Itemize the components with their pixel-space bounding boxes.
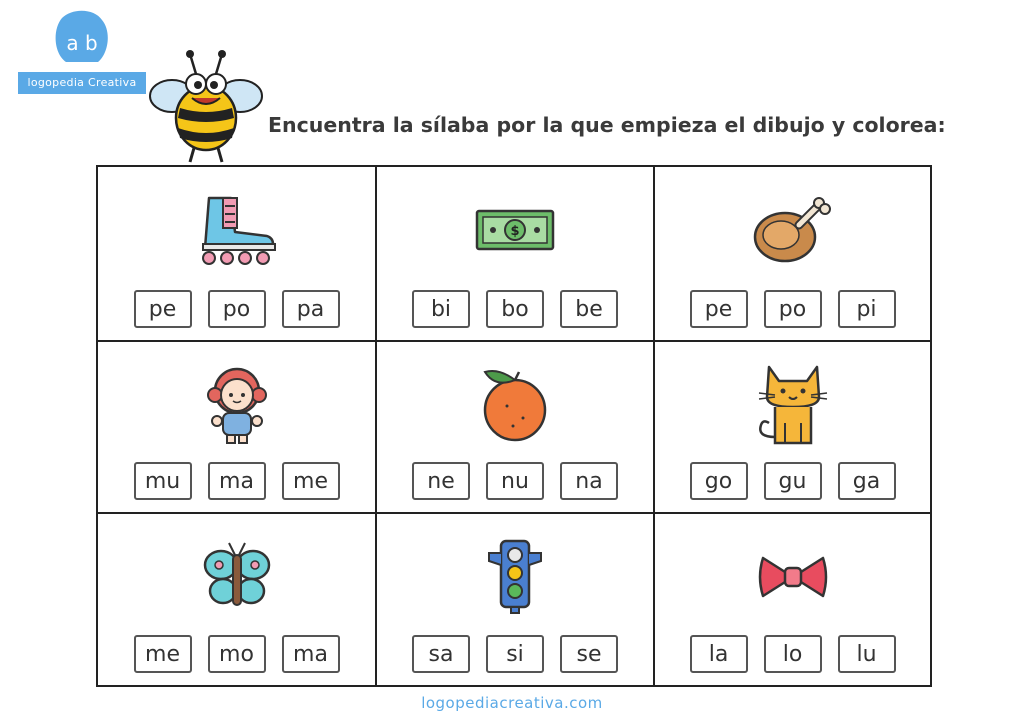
exercise-cell xyxy=(98,167,377,342)
syllable-option[interactable]: pa xyxy=(282,290,340,328)
bow-tie-icon xyxy=(655,532,930,622)
instructions-title: Encuentra la sílaba por la que empieza el dibujo y colorea: xyxy=(268,113,946,137)
syllable-option[interactable]: po xyxy=(208,290,266,328)
syllable-option[interactable]: bo xyxy=(486,290,544,328)
syllable-option[interactable]: ga xyxy=(838,462,896,500)
syllable-options xyxy=(377,635,653,673)
exercise-cell xyxy=(377,514,655,685)
exercise-cell xyxy=(98,514,377,685)
syllable-option[interactable]: mu xyxy=(134,462,192,500)
banknote-icon xyxy=(377,185,653,275)
syllable-options xyxy=(98,462,375,500)
syllable-option[interactable]: pe xyxy=(690,290,748,328)
orange-icon xyxy=(377,360,653,450)
cat-icon xyxy=(655,360,930,450)
traffic-light-icon xyxy=(377,532,653,622)
syllable-options xyxy=(98,635,375,673)
syllable-option[interactable]: me xyxy=(134,635,192,673)
exercise-cell xyxy=(377,167,655,342)
exercise-cell xyxy=(377,342,655,514)
logo-banner: logopedia Creativa xyxy=(18,72,146,94)
syllable-options xyxy=(98,290,375,328)
syllable-option[interactable]: mo xyxy=(208,635,266,673)
syllable-option[interactable]: ma xyxy=(282,635,340,673)
syllable-option[interactable]: si xyxy=(486,635,544,673)
syllable-options xyxy=(655,635,930,673)
syllable-option[interactable]: gu xyxy=(764,462,822,500)
exercise-cell xyxy=(98,342,377,514)
syllable-option[interactable]: lu xyxy=(838,635,896,673)
butterfly-icon xyxy=(98,532,375,622)
exercise-cell xyxy=(655,514,930,685)
syllable-option[interactable]: na xyxy=(560,462,618,500)
logo xyxy=(18,10,146,90)
svg-text:$: $ xyxy=(510,224,520,239)
roast-chicken-icon xyxy=(655,185,930,275)
exercise-cell xyxy=(655,167,930,342)
syllable-option[interactable]: pi xyxy=(838,290,896,328)
bee-mascot-icon xyxy=(146,48,266,172)
syllable-option[interactable]: pe xyxy=(134,290,192,328)
syllable-option[interactable]: bi xyxy=(412,290,470,328)
syllable-options xyxy=(377,462,653,500)
roller-skate-icon xyxy=(98,185,375,275)
syllable-options xyxy=(377,290,653,328)
footer-website: logopediacreativa.com xyxy=(421,694,603,712)
syllable-option[interactable]: go xyxy=(690,462,748,500)
syllable-option[interactable]: ne xyxy=(412,462,470,500)
syllable-option[interactable]: ma xyxy=(208,462,266,500)
syllable-option[interactable]: lo xyxy=(764,635,822,673)
syllable-option[interactable]: be xyxy=(560,290,618,328)
syllable-option[interactable]: la xyxy=(690,635,748,673)
svg-text:a b: a b xyxy=(66,31,98,55)
logo-head-icon xyxy=(42,10,122,74)
syllable-option[interactable]: se xyxy=(560,635,618,673)
syllable-option[interactable]: sa xyxy=(412,635,470,673)
doll-icon xyxy=(98,360,375,450)
exercise-cell xyxy=(655,342,930,514)
exercise-grid xyxy=(96,165,932,687)
syllable-option[interactable]: po xyxy=(764,290,822,328)
syllable-option[interactable]: me xyxy=(282,462,340,500)
syllable-option[interactable]: nu xyxy=(486,462,544,500)
syllable-options xyxy=(655,462,930,500)
syllable-options xyxy=(655,290,930,328)
